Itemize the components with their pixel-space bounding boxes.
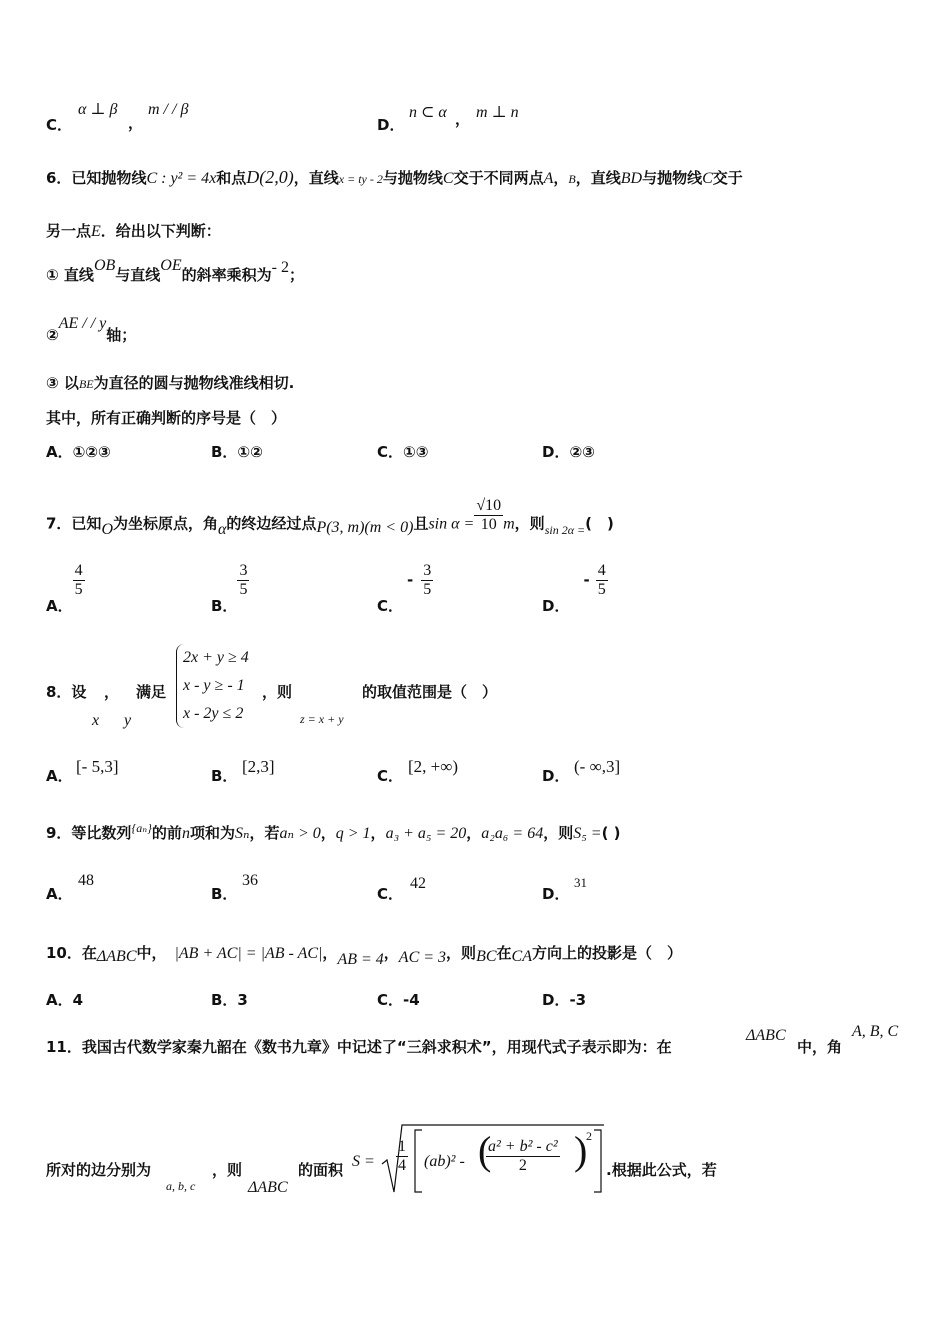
q6-s1m3: - 2 <box>271 259 289 276</box>
q7-t4: 且 <box>413 514 429 533</box>
q8-var-x: x <box>92 712 100 729</box>
q7-sin-fraction <box>474 497 503 535</box>
q9-t2: 的前 <box>151 824 182 842</box>
q6-stem-line2 <box>46 224 221 240</box>
q10-t3: ， <box>322 944 338 962</box>
q6-l2m: E <box>91 223 101 240</box>
q11-f-four: 4 <box>398 1157 406 1175</box>
q7-m4: sin α = <box>428 515 475 533</box>
q9-option-c-label[interactable]: C． <box>377 885 404 903</box>
q7-option-a[interactable] <box>46 562 85 616</box>
q6-s1a: ① 直线 <box>46 266 94 284</box>
q5-option-d-label: D． <box>377 116 405 134</box>
q6-m3: x = ty - 2 <box>338 172 383 186</box>
q6-l2a: 另一点 <box>46 222 92 240</box>
q5-option-d-sep: ， <box>455 110 471 128</box>
q6-t1: 6．已知抛物线 <box>46 169 147 187</box>
q7-opt-d-label: D． <box>542 597 570 616</box>
q7-m6: sin 2α = <box>544 523 586 538</box>
q7-t3: 的终边经过点 <box>226 514 317 533</box>
q10-m3: AB = 4 <box>337 951 384 968</box>
q9-option-b-label[interactable]: B． <box>211 885 238 903</box>
q7-option-d[interactable] <box>542 562 608 616</box>
q8-inequality-system <box>176 644 249 728</box>
q9-option-b-value: 36 <box>242 872 258 889</box>
q8-t1: 8．设 <box>46 683 87 701</box>
q10-option-a[interactable]: A．4 <box>46 991 84 1009</box>
q8-ineq-2: x - y ≥ - 1 <box>183 677 245 694</box>
q7-opt-c-num: 3 <box>421 562 433 581</box>
q5-option-c-sep: ， <box>128 114 144 132</box>
q6-s3a: ③ 以 <box>46 374 79 392</box>
q6-s2m: AE / / y <box>58 315 107 332</box>
q10-t4: ， <box>383 944 399 962</box>
q11-inner-fraction <box>486 1138 560 1176</box>
q11-ab-term: (ab)² - <box>424 1153 465 1170</box>
q7-opt-a-num: 4 <box>73 562 85 581</box>
q9-m8: S₅ = <box>573 825 602 842</box>
q6-option-b[interactable]: B．①② <box>211 443 263 461</box>
q7-opt-c-label: C． <box>377 597 404 616</box>
q7-t5: ，则 <box>514 514 545 533</box>
q6-s2a: ② <box>46 326 59 344</box>
q6-s1m2: OE <box>160 257 182 274</box>
q6-s1d: ； <box>288 266 304 284</box>
q7-m1: O <box>101 521 113 539</box>
q8-option-b-value: [2,3] <box>242 757 275 776</box>
q8-option-c-label[interactable]: C． <box>377 767 404 785</box>
q7-opt-d-num: 4 <box>596 562 608 581</box>
q6-m2: D(2,0) <box>246 167 294 187</box>
q7-opt-b-frac <box>237 562 249 600</box>
q10-t6: 在 <box>496 944 512 962</box>
q6-option-d[interactable]: D．②③ <box>542 443 595 461</box>
q8-option-c-value: [2, +∞) <box>408 757 459 776</box>
q6-option-a[interactable]: A．①②③ <box>46 443 111 461</box>
q8-option-b-label[interactable]: B． <box>211 767 238 785</box>
q9-t3: 项和为 <box>189 824 235 842</box>
q5-option-c-expr2: m / / β <box>148 101 189 118</box>
q10-stem <box>46 944 682 968</box>
q8-t4: ，则 <box>262 683 293 701</box>
q6-m1: C : y² = 4x <box>146 170 217 187</box>
q10-t7: 方向上的投影是（ ） <box>531 944 682 962</box>
q6-ask: 其中，所有正确判断的序号是（ ） <box>46 409 287 427</box>
q9-m5: q > 1 <box>335 825 371 842</box>
q9-option-d-value: 31 <box>574 875 587 890</box>
q6-statement-1 <box>46 257 304 284</box>
q6-s2b: 轴； <box>106 326 137 344</box>
q8-option-d-value: (- ∞,3] <box>574 757 621 776</box>
q6-t7: ，直线 <box>575 169 621 187</box>
q10-m4: AC = 3 <box>398 949 447 966</box>
q7-option-c[interactable] <box>377 562 433 616</box>
q9-t1: 9．等比数列 <box>46 824 132 842</box>
q9-option-d-label[interactable]: D． <box>542 885 570 903</box>
q9-t8: ，则 <box>543 824 574 842</box>
q9-m4: aₙ > 0 <box>279 825 321 842</box>
q6-l2b: ．给出以下判断： <box>100 222 221 240</box>
q7-frac-den: 10 <box>480 516 497 534</box>
q9-m1: {aₙ} <box>131 821 152 835</box>
q7-m2: α <box>218 521 227 539</box>
q7-opt-a-label: A． <box>46 597 73 616</box>
q5-option-c-label: C． <box>46 116 73 134</box>
q10-option-b[interactable]: B．3 <box>211 991 248 1009</box>
q9-option-a-label[interactable]: A． <box>46 885 73 903</box>
q6-m4: C <box>442 170 454 187</box>
q6-statement-3 <box>46 376 294 391</box>
q10-m2: |AB + AC| = |AB - AC| <box>174 945 323 962</box>
q9-t6: ， <box>370 824 386 842</box>
q10-option-c[interactable]: C．-4 <box>377 991 420 1009</box>
q11-right-bracket <box>592 1128 604 1194</box>
q11-t5: 的面积 <box>298 1161 344 1179</box>
q7-m5: m <box>503 515 515 533</box>
q11-m2: A, B, C <box>852 1023 899 1040</box>
q5-option-c-expr1: α ⊥ β <box>78 101 118 118</box>
q6-m7: BD <box>620 170 643 187</box>
q9-m2: n <box>181 825 190 842</box>
q7-t6: ( ) <box>585 514 614 533</box>
q8-t3: 满足 <box>136 683 167 701</box>
q9-t7: ， <box>466 824 482 842</box>
q11-inner-num: a² + b² - c² <box>486 1138 560 1157</box>
q6-statement-2 <box>46 315 137 344</box>
q6-t8: 与抛物线 <box>642 169 703 187</box>
q11-t6: .根据此公式，若 <box>606 1161 717 1179</box>
q7-opt-b-num: 3 <box>237 562 249 581</box>
q9-option-a-value: 48 <box>78 872 94 889</box>
q6-m6: B <box>568 172 576 186</box>
q10-m5: BC <box>476 948 497 965</box>
q11-m3: a, b, c <box>166 1179 196 1193</box>
q7-frac-num: √10 <box>474 497 503 516</box>
q6-t2: 和点 <box>216 169 247 187</box>
q6-m5: A <box>543 170 554 187</box>
q8-ineq-1: 2x + y ≥ 4 <box>183 649 249 666</box>
q11-square-exp: 2 <box>586 1129 592 1143</box>
q7-opt-b-label: B． <box>211 597 238 616</box>
q11-m4: ΔABC <box>248 1179 288 1196</box>
q11-left-bracket <box>412 1128 424 1194</box>
q7-m3: P(3, m)(m < 0) <box>316 519 414 537</box>
q8-ineq-3: x - 2y ≤ 2 <box>183 705 244 722</box>
q7-opt-b-den: 5 <box>239 581 248 599</box>
q10-t5: ，则 <box>446 944 477 962</box>
q11-t4: ，则 <box>212 1161 243 1179</box>
q7-option-b[interactable] <box>211 562 249 616</box>
q10-m1: ΔABC <box>96 948 137 965</box>
q7-t1: 7．已知 <box>46 514 102 533</box>
q7-opt-c-frac <box>421 562 433 600</box>
q11-t2: 中，角 <box>797 1038 843 1056</box>
q8-z-expr: z = x + y <box>300 712 344 726</box>
q7-t2: 为坐标原点，角 <box>113 514 219 533</box>
q7-opt-d-den: 5 <box>597 581 606 599</box>
q8-t5: 的取值范围是（ ） <box>362 683 498 701</box>
q6-t9: 交于 <box>712 169 743 187</box>
q9-t9: ( ) <box>601 824 621 842</box>
q8-option-d-label[interactable]: D． <box>542 767 570 785</box>
q7-opt-c-den: 5 <box>423 581 432 599</box>
q9-stem <box>46 821 621 842</box>
q8-var-y: y <box>124 712 132 729</box>
q6-option-c[interactable]: C．①③ <box>377 443 429 461</box>
q11-t3: 所对的边分别为 <box>46 1161 152 1179</box>
q9-t4: ，若 <box>249 824 280 842</box>
q9-t5: ， <box>320 824 336 842</box>
q10-t1: 10．在 <box>46 944 97 962</box>
q7-opt-d-sign: - <box>583 571 590 590</box>
q9-option-c-value: 42 <box>410 875 426 892</box>
q8-option-a-label[interactable]: A． <box>46 767 73 785</box>
q5-option-d-expr2: m ⊥ n <box>476 104 519 121</box>
q6-m8: C <box>702 170 713 187</box>
q11-one-quarter <box>396 1138 408 1176</box>
q7-opt-a-frac <box>73 562 85 600</box>
q7-opt-d-frac <box>596 562 608 600</box>
q6-s3m: BE <box>78 377 94 391</box>
q6-s3b: 为直径的圆与抛物线准线相切. <box>93 374 295 392</box>
q9-m6: a₃ + a₅ = 20 <box>385 825 467 842</box>
q11-f-one: 1 <box>396 1138 408 1157</box>
q10-option-d[interactable]: D．-3 <box>542 991 587 1009</box>
q11-inner-den: 2 <box>518 1157 527 1175</box>
q10-t2: 中， <box>136 944 167 962</box>
q5-option-d-expr1: n ⊂ α <box>409 104 447 121</box>
q10-m6: CA <box>511 948 532 965</box>
q6-t3: ，直线 <box>293 169 339 187</box>
q6-stem-line1 <box>46 168 743 187</box>
q8-t2: ， <box>104 683 120 701</box>
q8-option-a-value: [- 5,3] <box>76 757 119 776</box>
q11-left-paren: ( <box>478 1128 492 1173</box>
q7-opt-c-sign: - <box>407 571 414 590</box>
q6-s1c: 的斜率乘积为 <box>181 266 272 284</box>
q9-m7: a₂a₆ = 64 <box>481 825 544 842</box>
q11-right-paren: ) <box>574 1128 588 1173</box>
q9-m3: Sₙ <box>234 825 250 842</box>
q7-stem <box>46 497 614 543</box>
q6-s1m1: OB <box>93 257 116 274</box>
q6-t5: 交于不同两点 <box>453 169 544 187</box>
q6-s1b: 与直线 <box>115 266 161 284</box>
q11-t1: 11．我国古代数学家秦九韶在《数书九章》中记述了“三斜求积术”，用现代式子表示即为：在 <box>46 1038 672 1056</box>
q11-m5: S = <box>352 1153 375 1170</box>
q6-t4: 与抛物线 <box>382 169 443 187</box>
q6-t6: ， <box>553 169 569 187</box>
q7-opt-a-den: 5 <box>74 581 83 599</box>
q11-m1: ΔABC <box>746 1027 786 1044</box>
